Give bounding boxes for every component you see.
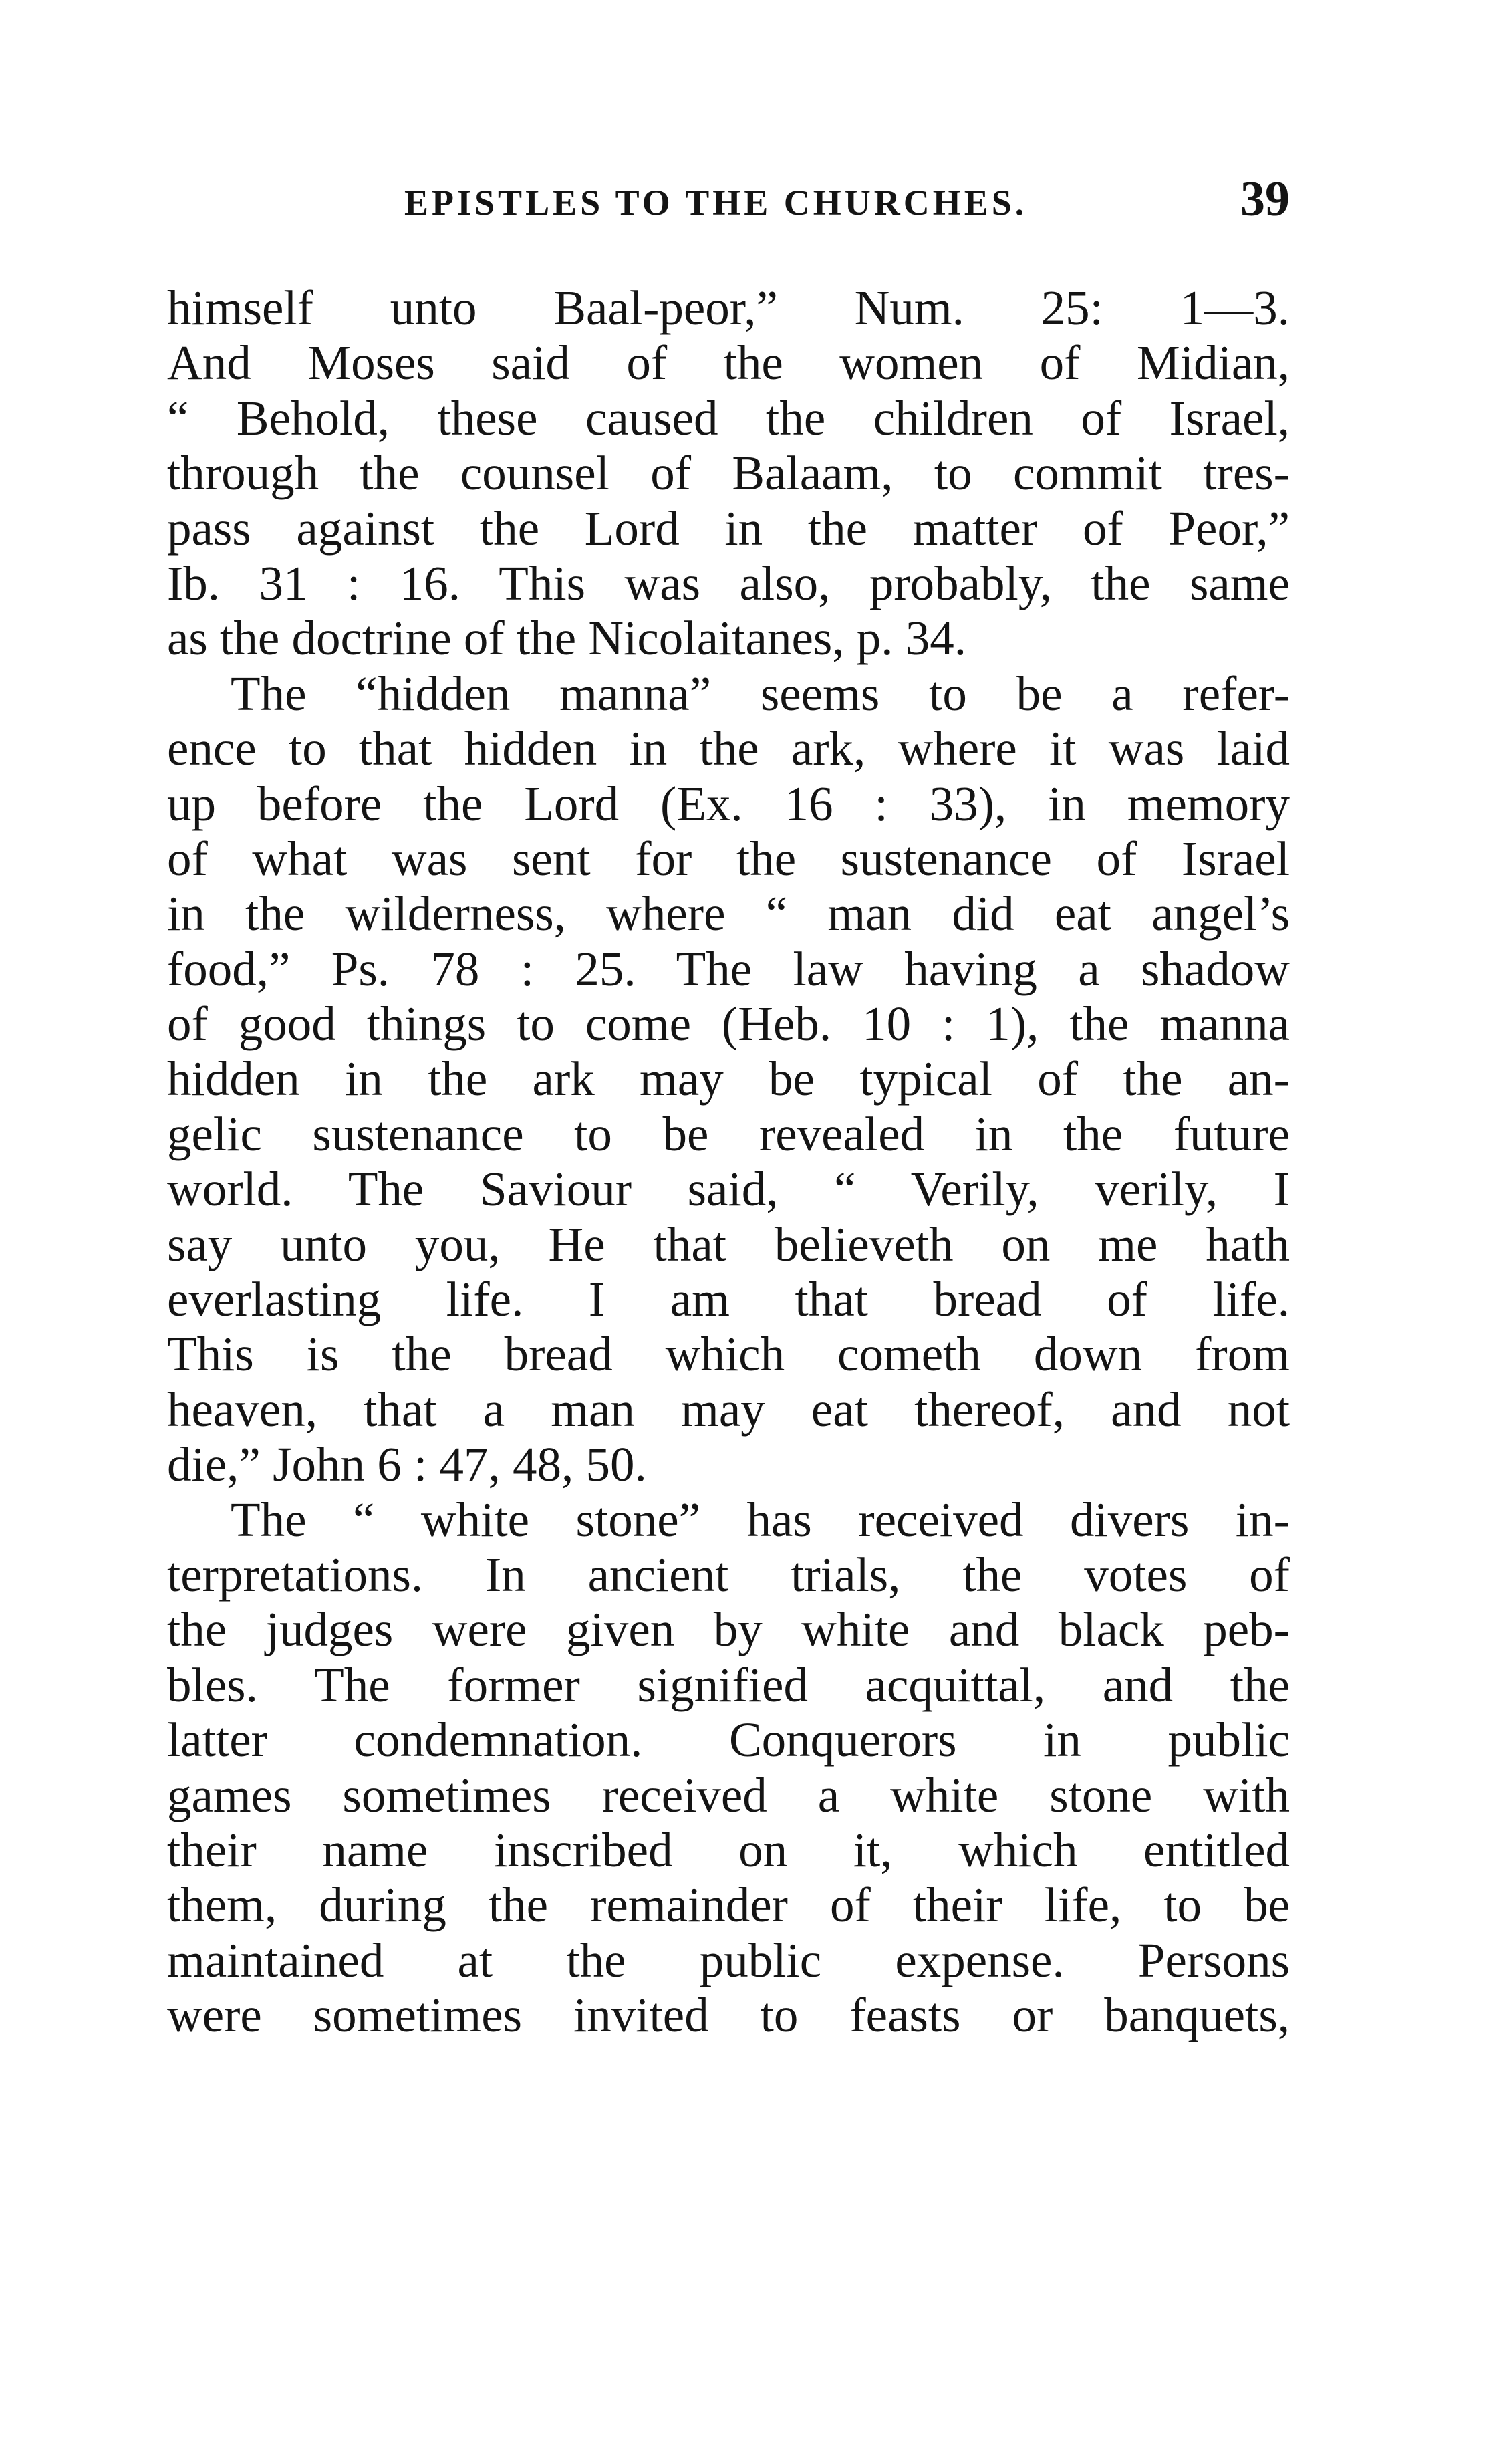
text-line: say unto you, He that believeth on me hath bbox=[167, 1217, 1290, 1271]
text-line: die,” John 6 : 47, 48, 50. bbox=[167, 1437, 647, 1492]
text-line: the judges were given by white and black peb- bbox=[167, 1602, 1290, 1657]
text-line: of what was sent for the sustenance of Israel bbox=[167, 831, 1290, 886]
text-line: their name inscribed on it, which entitled bbox=[167, 1822, 1290, 1877]
text-line: bles. The former signified acquittal, and the bbox=[167, 1657, 1290, 1712]
text-line: everlasting life. I am that bread of life. bbox=[167, 1272, 1290, 1327]
text-line: as the doctrine of the Nicolaitanes, p. 34. bbox=[167, 611, 967, 666]
text-line: up before the Lord (Ex. 16 : 33), in memory bbox=[167, 776, 1290, 831]
text-line: Ib. 31 : 16. This was also, probably, the same bbox=[167, 556, 1290, 610]
text-line: of good things to come (Heb. 10 : 1), the manna bbox=[167, 997, 1290, 1052]
text-line: The “hidden manna” seems to be a refer- bbox=[231, 666, 1290, 721]
text-line: “ Behold, these caused the children of Israel, bbox=[167, 390, 1290, 445]
running-title: EPISTLES TO THE CHURCHES. bbox=[404, 182, 1028, 223]
body-text bbox=[167, 281, 1290, 2044]
page-number: 39 bbox=[1240, 172, 1290, 227]
text-line: gelic sustenance to be revealed in the future bbox=[167, 1106, 1290, 1161]
text-line: were sometimes invited to feasts or banquets, bbox=[167, 1988, 1290, 2043]
text-line: pass against the Lord in the matter of Peor,” bbox=[167, 501, 1290, 556]
running-head bbox=[167, 172, 1290, 229]
text-line: them, during the remainder of their life, to be bbox=[167, 1878, 1290, 1933]
text-line: And Moses said of the women of Midian, bbox=[167, 336, 1290, 390]
text-line: in the wilderness, where “ man did eat angel’s bbox=[167, 886, 1290, 941]
text-line: terpretations. In ancient trials, the votes of bbox=[167, 1547, 1290, 1602]
text-line: latter condemnation. Conquerors in public bbox=[167, 1713, 1290, 1767]
text-line: food,” Ps. 78 : 25. The law having a shadow bbox=[167, 941, 1290, 996]
text-line: games sometimes received a white stone with bbox=[167, 1767, 1290, 1822]
text-line: himself unto Baal-peor,” Num. 25: 1—3. bbox=[167, 281, 1290, 335]
text-line: This is the bread which cometh down from bbox=[167, 1327, 1290, 1382]
text-line: heaven, that a man may eat thereof, and not bbox=[167, 1382, 1290, 1437]
text-line: through the counsel of Balaam, to commit tres- bbox=[167, 446, 1290, 501]
text-line: The “ white stone” has received divers in- bbox=[231, 1492, 1290, 1547]
text-line: hidden in the ark may be typical of the an- bbox=[167, 1052, 1290, 1106]
text-line: ence to that hidden in the ark, where it was laid bbox=[167, 721, 1290, 776]
text-line: world. The Saviour said, “ Verily, verily, I bbox=[167, 1162, 1290, 1217]
text-line: maintained at the public expense. Persons bbox=[167, 1933, 1290, 1987]
